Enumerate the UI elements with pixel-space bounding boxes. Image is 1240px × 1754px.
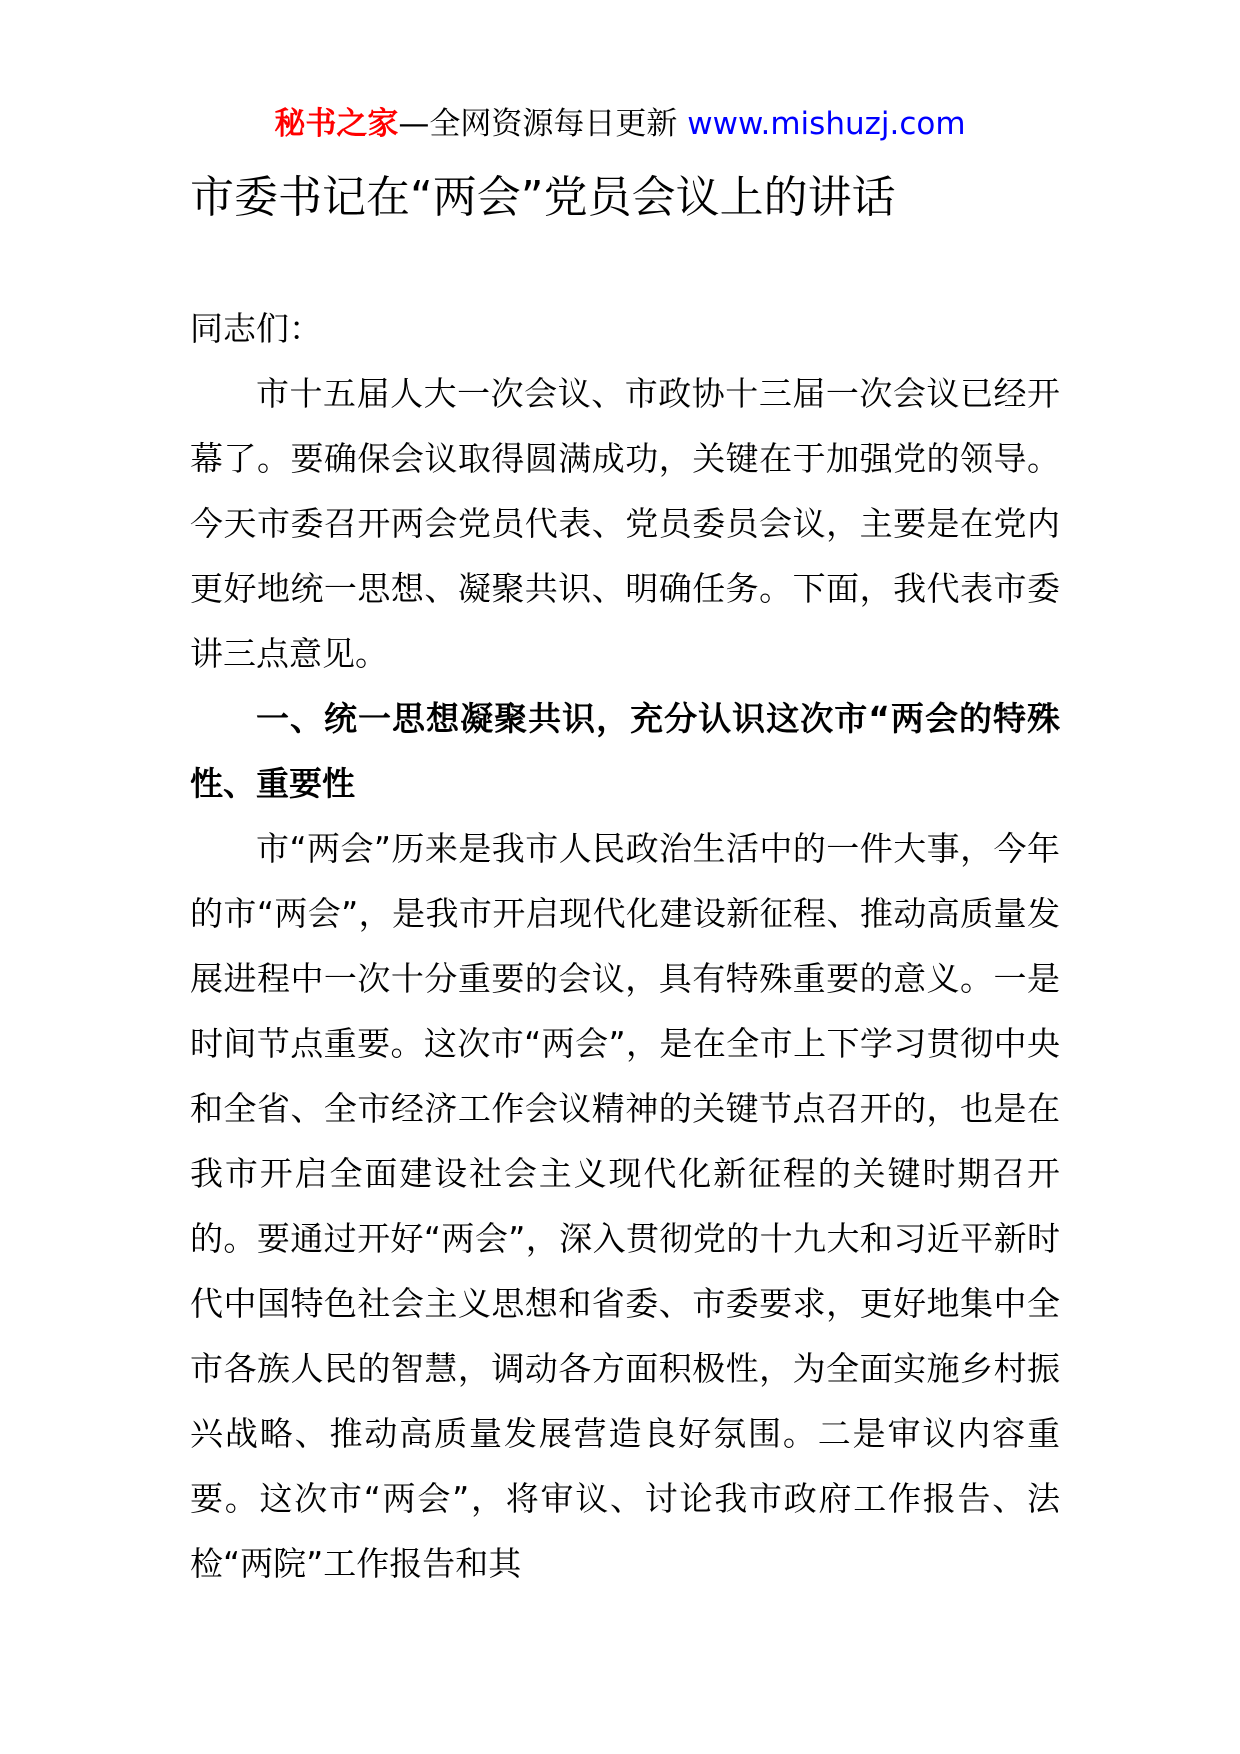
salutation: 同志们： xyxy=(190,309,322,348)
section-heading: 一、统一思想凝聚共识，充分认识这次市“两会的特殊性、重要性 xyxy=(190,699,1060,803)
section-paragraph: 市“两会”历来是我市人民政治生活中的一件大事，今年的市“两会”，是我市开启现代化建设新征程、推动高质量发展进程中一次十分重要的会议，具有特殊重要的意义。一是时间节点重要。这次市“两会”，是在全市上下学习贯彻中央和全省、全市经济工作会议精神的关键节点召开的，也是在我市开启全面建设社会主义现代化新征程的关键时期召开的。要通过开好“两会”，深入贯彻党的十九大和习近平新时代中国特色社会主义思想和省委、市委要求，更好地集中全市各族人民的智慧，调动各方面积极性，为全面实施乡村振兴战略、推动高质量发展营造良好氛围。二是审议内容重要。这次市“两会”，将审议、讨论我市政府工作报告、法检“两院”工作报告和其 xyxy=(190,829,1060,1583)
intro-paragraph: 市十五届人大一次会议、市政协十三届一次会议已经开幕了。要确保会议取得圆满成功，关键在于加强党的领导。今天市委召开两会党员代表、党员委员会议，主要是在党内更好地统一思想、凝聚共识、明确任务。下面，我代表市委讲三点意见。 xyxy=(190,374,1060,673)
site-banner xyxy=(0,102,1240,146)
document-title: 市委书记在“两会”党员会议上的讲话 xyxy=(190,172,896,223)
document-body xyxy=(190,296,1060,1596)
banner-tagline: —全网资源每日更新 xyxy=(398,106,688,142)
site-url-link[interactable]: www.mishuzj.com xyxy=(687,106,966,142)
brand-name: 秘书之家 xyxy=(274,106,399,142)
